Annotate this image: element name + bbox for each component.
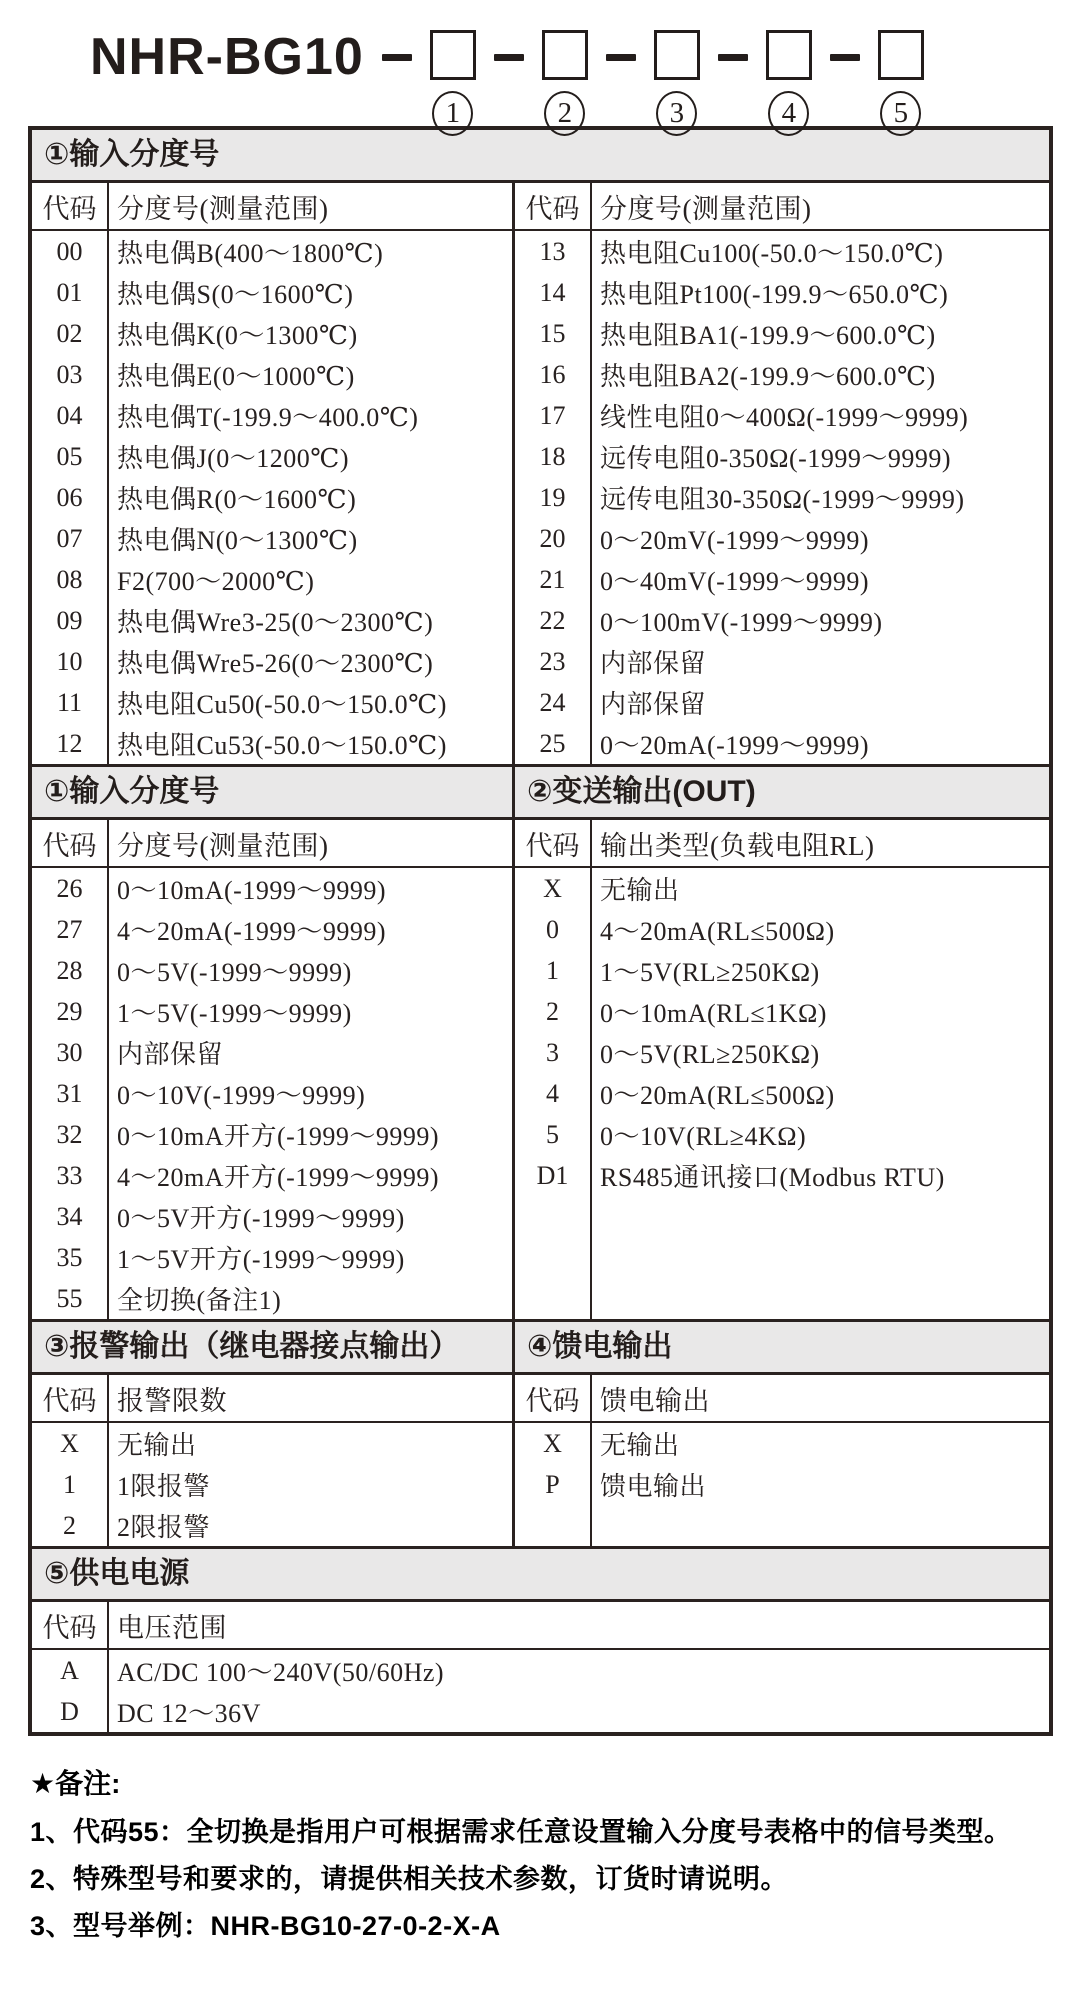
code-cell: 16 [539,359,566,389]
input-codes-left-table [32,183,512,764]
code-cell: X [543,1428,562,1458]
code-cell: 19 [539,482,566,512]
slot-number-circle: 5 [880,91,921,136]
column-header-code: 代码 [515,820,590,868]
model-slot [878,30,924,136]
model-slot-box [430,30,476,80]
model-slot [430,30,476,136]
code-cell: 14 [539,277,566,307]
code-cell: 08 [56,564,83,594]
code-cell: 18 [539,441,566,471]
desc-cell: 无输出 [117,1431,197,1460]
model-slot [766,30,812,136]
model-slot [542,30,588,136]
remark-item: 1、代码55：全切换是指用户可根据需求任意设置输入分度号表格中的信号类型。 [30,1817,1012,1847]
code-cell: 3 [546,1037,560,1067]
code-cell: 27 [56,914,83,944]
desc-cell: 0～10V(-1999～9999) [117,1081,366,1110]
transmit-output-table [515,820,1049,1319]
desc-cell: 1～5V开方(-1999～9999) [117,1245,405,1274]
desc-cell: 0～40mV(-1999～9999) [600,567,869,596]
column-header-code: 代码 [32,183,107,231]
desc-cell: 热电偶B(400～1800℃) [117,239,384,268]
code-cell: 17 [539,400,566,430]
column-header-code: 代码 [515,1375,590,1423]
column-header-code: 代码 [32,820,107,868]
remark-item: 3、型号举例：NHR-BG10-27-0-2-X-A [30,1911,501,1941]
desc-cell: 热电偶J(0～1200℃) [117,444,350,473]
code-cell: X [60,1428,79,1458]
code-cell: A [60,1655,79,1685]
code-cell: 5 [546,1119,560,1149]
remark-item: 2、特殊型号和要求的，请提供相关技术参数，订货时请说明。 [30,1864,789,1894]
dash-separator [494,54,524,61]
desc-cell: 内部保留 [600,649,707,678]
code-cell: 32 [56,1119,83,1149]
desc-cell: 无输出 [600,1431,680,1460]
code-cell: 12 [56,728,83,758]
code-cell: 28 [56,955,83,985]
code-cell: 09 [56,605,83,635]
dash-separator [718,54,748,61]
desc-cell: 热电偶E(0～1000℃) [117,362,355,391]
slot-number-circle: 1 [432,91,473,136]
code-cell: 55 [56,1283,83,1313]
section-header-input-2: ①输入分度号 [32,764,512,820]
desc-cell: 热电偶Wre5-26(0～2300℃) [117,649,434,678]
desc-cell: 线性电阻0～400Ω(-1999～9999) [600,403,969,432]
code-cell: 06 [56,482,83,512]
column-header-code: 代码 [32,1375,107,1423]
desc-cell: 1限报警 [117,1472,211,1501]
desc-cell: 4～20mA开方(-1999～9999) [117,1163,439,1192]
code-cell: 23 [539,646,566,676]
code-cell: 24 [539,687,566,717]
code-cell: 11 [56,687,83,717]
desc-cell: 热电阻BA2(-199.9～600.0℃) [600,362,936,391]
desc-cell: 0～10mA(-1999～9999) [117,876,386,905]
section-input-1 [32,183,1049,764]
code-cell: 05 [56,441,83,471]
desc-cell: 0～10mA开方(-1999～9999) [117,1122,439,1151]
code-cell: 00 [56,236,83,266]
code-cell: 25 [539,728,566,758]
desc-cell: 热电偶K(0～1300℃) [117,321,358,350]
input-codes-2-table [32,820,512,1319]
code-cell: X [543,873,562,903]
model-slots [364,30,924,136]
code-cell: 31 [56,1078,83,1108]
code-cell: 13 [539,236,566,266]
section-alarm-and-feed [32,1319,1049,1546]
desc-cell: 2限报警 [117,1513,211,1542]
code-cell: 1 [546,955,560,985]
desc-cell: 远传电阻30-350Ω(-1999～9999) [600,485,965,514]
desc-cell: 热电阻Pt100(-199.9～650.0℃) [600,280,949,309]
code-cell: P [545,1469,560,1499]
code-cell: 34 [56,1201,83,1231]
model-prefix: NHR-BG10 [90,28,364,86]
desc-cell: 内部保留 [600,690,707,719]
desc-cell: 0～5V开方(-1999～9999) [117,1204,405,1233]
code-cell: 15 [539,318,566,348]
desc-cell: 热电偶R(0～1600℃) [117,485,357,514]
code-cell: 30 [56,1037,83,1067]
remarks-heading: ★备注: [30,1768,121,1799]
desc-cell: 馈电输出 [600,1472,707,1501]
section-input-2-and-transmit [32,764,1049,1319]
model-number-diagram [0,0,1080,129]
input-codes-right-table [515,183,1049,764]
desc-cell: F2(700～2000℃) [117,567,315,596]
code-cell: 1 [63,1469,76,1499]
code-cell: 10 [56,646,83,676]
desc-cell: 0～20mA(-1999～9999) [600,731,869,760]
desc-cell: 4～20mA(RL≤500Ω) [600,917,835,946]
model-slot-box [766,30,812,80]
desc-cell: 全切换(备注1) [117,1286,282,1315]
column-header-desc: 馈电输出 [590,1375,1049,1423]
code-cell: 02 [56,318,83,348]
section-header-transmit-output: ②变送输出(OUT) [515,764,1049,820]
column-header-desc: 输出类型(负载电阻RL) [590,820,1049,868]
remarks-list [30,1816,1080,1943]
alarm-output-table [32,1375,512,1546]
desc-cell: 0～10mA(RL≤1KΩ) [600,999,827,1028]
desc-cell: 1～5V(-1999～9999) [117,999,352,1028]
code-cell: 07 [56,523,83,553]
desc-cell: 0～20mV(-1999～9999) [600,526,869,555]
power-supply-table [32,1602,1049,1732]
code-cell: 0 [546,914,560,944]
model-slot-box [878,30,924,80]
section-header-input-1: ①输入分度号 [32,130,1049,183]
desc-cell: RS485通讯接口(Modbus RTU) [600,1163,945,1192]
section-header-feed-output: ④馈电输出 [515,1319,1049,1375]
feed-output-table [515,1375,1049,1546]
dash-separator [606,54,636,61]
desc-cell: 热电偶S(0～1600℃) [117,280,354,309]
column-header-desc: 分度号(测量范围) [590,183,1049,231]
model-slot [654,30,700,136]
code-cell: 26 [56,873,83,903]
desc-cell: DC 12～36V [117,1699,261,1728]
desc-cell: 0～5V(RL≥250KΩ) [600,1040,820,1069]
section-header-alarm-output: ③报警输出（继电器接点输出） [32,1319,512,1375]
code-cell: D [60,1696,79,1726]
code-cell: 29 [56,996,83,1026]
dash-separator [382,54,412,61]
code-cell: 03 [56,359,83,389]
code-cell: D1 [536,1160,569,1190]
dash-separator [830,54,860,61]
code-cell: 33 [56,1160,83,1190]
column-header-desc: 电压范围 [107,1602,1049,1650]
code-cell: 20 [539,523,566,553]
desc-cell: 0～10V(RL≥4KΩ) [600,1122,807,1151]
desc-cell: 4～20mA(-1999～9999) [117,917,386,946]
model-slot-box [654,30,700,80]
desc-cell: 热电阻Cu100(-50.0～150.0℃) [600,239,944,268]
desc-cell: 远传电阻0-350Ω(-1999～9999) [600,444,951,473]
desc-cell: 热电偶Wre3-25(0～2300℃) [117,608,434,637]
code-cell: 2 [546,996,560,1026]
spec-table [28,126,1053,1736]
section-header-power-supply: ⑤供电电源 [32,1546,1049,1602]
desc-cell: 热电偶N(0～1300℃) [117,526,358,555]
slot-number-circle: 4 [768,91,809,136]
column-header-code: 代码 [515,183,590,231]
desc-cell: 0～20mA(RL≤500Ω) [600,1081,835,1110]
code-cell: 21 [539,564,566,594]
model-slot-box [542,30,588,80]
code-cell: 22 [539,605,566,635]
code-cell: 35 [56,1242,83,1272]
desc-cell: 内部保留 [117,1040,224,1069]
desc-cell: 0～100mV(-1999～9999) [600,608,883,637]
slot-number-circle: 2 [544,91,585,136]
desc-cell: 无输出 [600,876,680,905]
column-header-desc: 分度号(测量范围) [107,183,512,231]
desc-cell: 0～5V(-1999～9999) [117,958,352,987]
code-cell: 4 [546,1078,560,1108]
desc-cell: 热电阻BA1(-199.9～600.0℃) [600,321,936,350]
desc-cell: 热电偶T(-199.9～400.0℃) [117,403,419,432]
remarks [30,1762,1080,1943]
code-cell: 2 [63,1510,76,1540]
desc-cell: 1～5V(RL≥250KΩ) [600,958,820,987]
column-header-code: 代码 [32,1602,107,1650]
desc-cell: AC/DC 100～240V(50/60Hz) [117,1658,445,1687]
slot-number-circle: 3 [656,91,697,136]
code-cell: 04 [56,400,83,430]
code-cell: 01 [56,277,83,307]
column-header-desc: 分度号(测量范围) [107,820,512,868]
column-header-desc: 报警限数 [107,1375,512,1423]
desc-cell: 热电阻Cu53(-50.0～150.0℃) [117,731,447,760]
desc-cell: 热电阻Cu50(-50.0～150.0℃) [117,690,447,719]
